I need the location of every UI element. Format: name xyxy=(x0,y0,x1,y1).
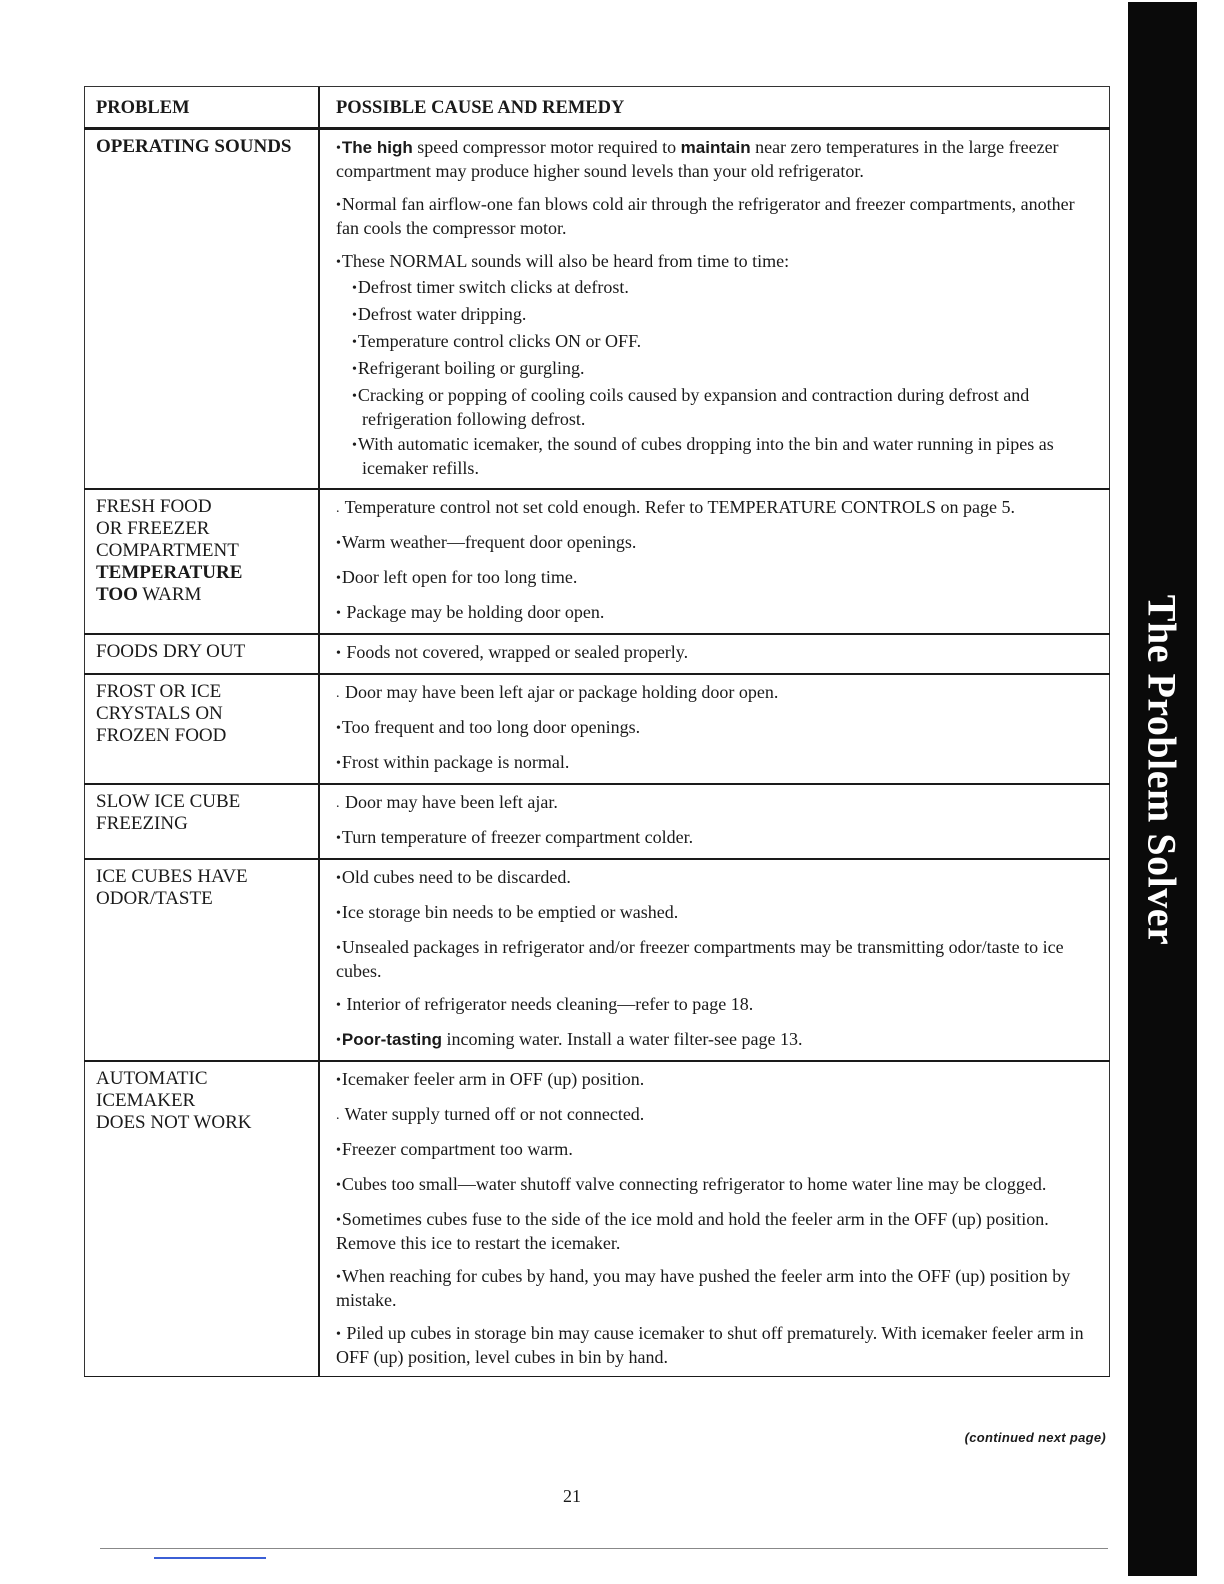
problem-line: SLOW ICE CUBE xyxy=(96,791,241,812)
table-row xyxy=(84,490,1110,635)
remedy-cell xyxy=(320,860,1110,1060)
problem-line: FRESH FOOD xyxy=(96,496,212,517)
problem-cell xyxy=(84,785,320,858)
sub-list xyxy=(336,276,1093,479)
remedy-item: • Interior of refrigerator needs cleaning—refer to page 18. xyxy=(336,994,754,1014)
problem-line: OPERATING SOUNDS xyxy=(96,136,292,157)
remedy-item: •Too frequent and too long door openings. xyxy=(336,717,641,737)
problem-line: TEMPERATURE xyxy=(96,562,243,583)
remedy-item: •Door left open for too long time. xyxy=(336,567,578,587)
problem-line: FROZEN FOOD xyxy=(96,725,227,746)
bullet-icon: • xyxy=(336,756,341,771)
sub-list-item: •Cracking or popping of cooling coils caused by expansion and contraction during defrost and refrigeration following defrost. xyxy=(352,385,1030,429)
bullet-icon: • xyxy=(336,871,341,886)
sub-list-item: •Defrost timer switch clicks at defrost. xyxy=(352,277,629,297)
remedy-cell xyxy=(320,1062,1110,1376)
bullet-icon: . xyxy=(336,686,340,701)
bullet-icon: • xyxy=(336,198,341,213)
continued-note: (continued next page) xyxy=(964,1430,1106,1445)
problem-line: CRYSTALS ON xyxy=(96,703,223,724)
bullet-icon: . xyxy=(336,501,340,516)
header-problem: PROBLEM xyxy=(84,87,320,127)
problem-cell xyxy=(84,675,320,783)
sub-list-item: •Refrigerant boiling or gurgling. xyxy=(352,358,585,378)
table-header xyxy=(84,87,1110,130)
remedy-item: • Foods not covered, wrapped or sealed properly. xyxy=(336,642,689,662)
remedy-item: . Door may have been left ajar. xyxy=(336,792,558,812)
bottom-rule xyxy=(100,1548,1108,1549)
remedy-item: •Unsealed packages in refrigerator and/or freezer compartments may be transmitting odor/taste to ice cubes. xyxy=(336,937,1064,981)
bullet-icon: • xyxy=(336,1143,341,1158)
remedy-item: •Cubes too small—water shutoff valve connecting refrigerator to home water line may be clogged. xyxy=(336,1174,1047,1194)
bullet-icon: • xyxy=(336,606,341,621)
bullet-icon: • xyxy=(336,906,341,921)
problem-cell xyxy=(84,1062,320,1376)
problem-cell xyxy=(84,635,320,673)
problem-cell xyxy=(84,860,320,1060)
bullet-icon: • xyxy=(336,571,341,586)
remedy-item: •The high speed compressor motor required to maintain near zero temperatures in the large freezer compartment may produce higher sound levels than your old refrigerator. xyxy=(336,137,1059,181)
remedy-cell xyxy=(320,490,1110,633)
header-remedy: POSSIBLE CAUSE AND REMEDY xyxy=(320,87,1110,127)
side-tab-title: The Problem Solver xyxy=(1139,594,1185,946)
bottom-accent-line xyxy=(154,1557,266,1559)
bullet-icon: • xyxy=(336,831,341,846)
bullet-icon: • xyxy=(336,1178,341,1193)
remedy-item: . Door may have been left ajar or package holding door open. xyxy=(336,682,779,702)
remedy-item: •Sometimes cubes fuse to the side of the ice mold and hold the feeler arm in the OFF (up) position. Remove this ice to restart the icemaker. xyxy=(336,1209,1049,1253)
bullet-icon: • xyxy=(336,1073,341,1088)
problem-line: TOO WARM xyxy=(96,584,202,605)
bullet-icon: • xyxy=(352,362,357,377)
sub-list-item: •With automatic icemaker, the sound of cubes dropping into the bin and water running in pipes as icemaker refills. xyxy=(352,434,1054,478)
remedy-item: • Package may be holding door open. xyxy=(336,602,605,622)
remedy-item: •Ice storage bin needs to be emptied or washed. xyxy=(336,902,679,922)
problem-line: ICE CUBES HAVE xyxy=(96,866,248,887)
bullet-icon: • xyxy=(352,281,357,296)
remedy-item: •Normal fan airflow-one fan blows cold air through the refrigerator and freezer compartments, another fan cools the compressor motor. xyxy=(336,194,1075,238)
table-row xyxy=(84,130,1110,490)
remedy-item: •Old cubes need to be discarded. xyxy=(336,867,571,887)
bullet-icon: • xyxy=(336,941,341,956)
bullet-icon: . xyxy=(336,1108,340,1123)
remedy-item: •Warm weather—frequent door openings. xyxy=(336,532,637,552)
bullet-icon: • xyxy=(336,1033,341,1048)
remedy-item: •Frost within package is normal. xyxy=(336,752,570,772)
problem-line: COMPARTMENT xyxy=(96,540,239,561)
bullet-icon: • xyxy=(336,536,341,551)
page-number: 21 xyxy=(563,1486,581,1506)
bullet-icon: • xyxy=(352,335,357,350)
problem-line: AUTOMATIC xyxy=(96,1068,208,1089)
table-row xyxy=(84,675,1110,785)
problem-line: FREEZING xyxy=(96,813,188,834)
problem-line: ICEMAKER xyxy=(96,1090,196,1111)
remedy-cell xyxy=(320,130,1110,488)
problem-line: DOES NOT WORK xyxy=(96,1112,252,1133)
bullet-icon: • xyxy=(336,1270,341,1285)
bullet-icon: • xyxy=(336,1213,341,1228)
problem-solver-table xyxy=(84,86,1110,1377)
table-row xyxy=(84,635,1110,675)
sub-list-item: •Temperature control clicks ON or OFF. xyxy=(352,331,642,351)
bullet-icon: • xyxy=(336,255,341,270)
problem-line: OR FREEZER xyxy=(96,518,210,539)
bullet-icon: . xyxy=(336,796,340,811)
remedy-item: •Turn temperature of freezer compartment colder. xyxy=(336,827,694,847)
problem-line: ODOR/TASTE xyxy=(96,888,213,909)
bullet-icon: • xyxy=(336,998,341,1013)
bullet-icon: • xyxy=(336,1327,341,1342)
problem-cell xyxy=(84,130,320,488)
problem-cell xyxy=(84,490,320,633)
remedy-item: •When reaching for cubes by hand, you may have pushed the feeler arm into the OFF (up) position by mistake. xyxy=(336,1266,1071,1310)
bullet-icon: • xyxy=(352,389,357,404)
remedy-cell xyxy=(320,785,1110,858)
remedy-item: . Temperature control not set cold enough. Refer to TEMPERATURE CONTROLS on page 5. xyxy=(336,497,1015,517)
bullet-icon: • xyxy=(352,308,357,323)
sub-list-item: •Defrost water dripping. xyxy=(352,304,527,324)
problem-line: FROST OR ICE xyxy=(96,681,222,702)
remedy-item: . Water supply turned off or not connected. xyxy=(336,1104,645,1124)
remedy-item: • Piled up cubes in storage bin may cause icemaker to shut off prematurely. With icemaker feeler arm in OFF (up) position, level cubes in bin by hand. xyxy=(336,1323,1084,1367)
bullet-icon: • xyxy=(336,721,341,736)
table-row xyxy=(84,785,1110,860)
remedy-item: •Freezer compartment too warm. xyxy=(336,1139,573,1159)
remedy-item: •Icemaker feeler arm in OFF (up) position. xyxy=(336,1069,645,1089)
table-row xyxy=(84,860,1110,1062)
remedy-item: •These NORMAL sounds will also be heard from time to time: xyxy=(336,251,790,271)
remedy-cell xyxy=(320,675,1110,783)
remedy-cell xyxy=(320,635,1110,673)
bullet-icon: • xyxy=(336,141,341,156)
bullet-icon: • xyxy=(352,438,357,453)
bullet-icon: • xyxy=(336,646,341,661)
remedy-item: •Poor-tasting incoming water. Install a water filter-see page 13. xyxy=(336,1029,803,1049)
table-row xyxy=(84,1062,1110,1377)
problem-line: FOODS DRY OUT xyxy=(96,641,246,662)
